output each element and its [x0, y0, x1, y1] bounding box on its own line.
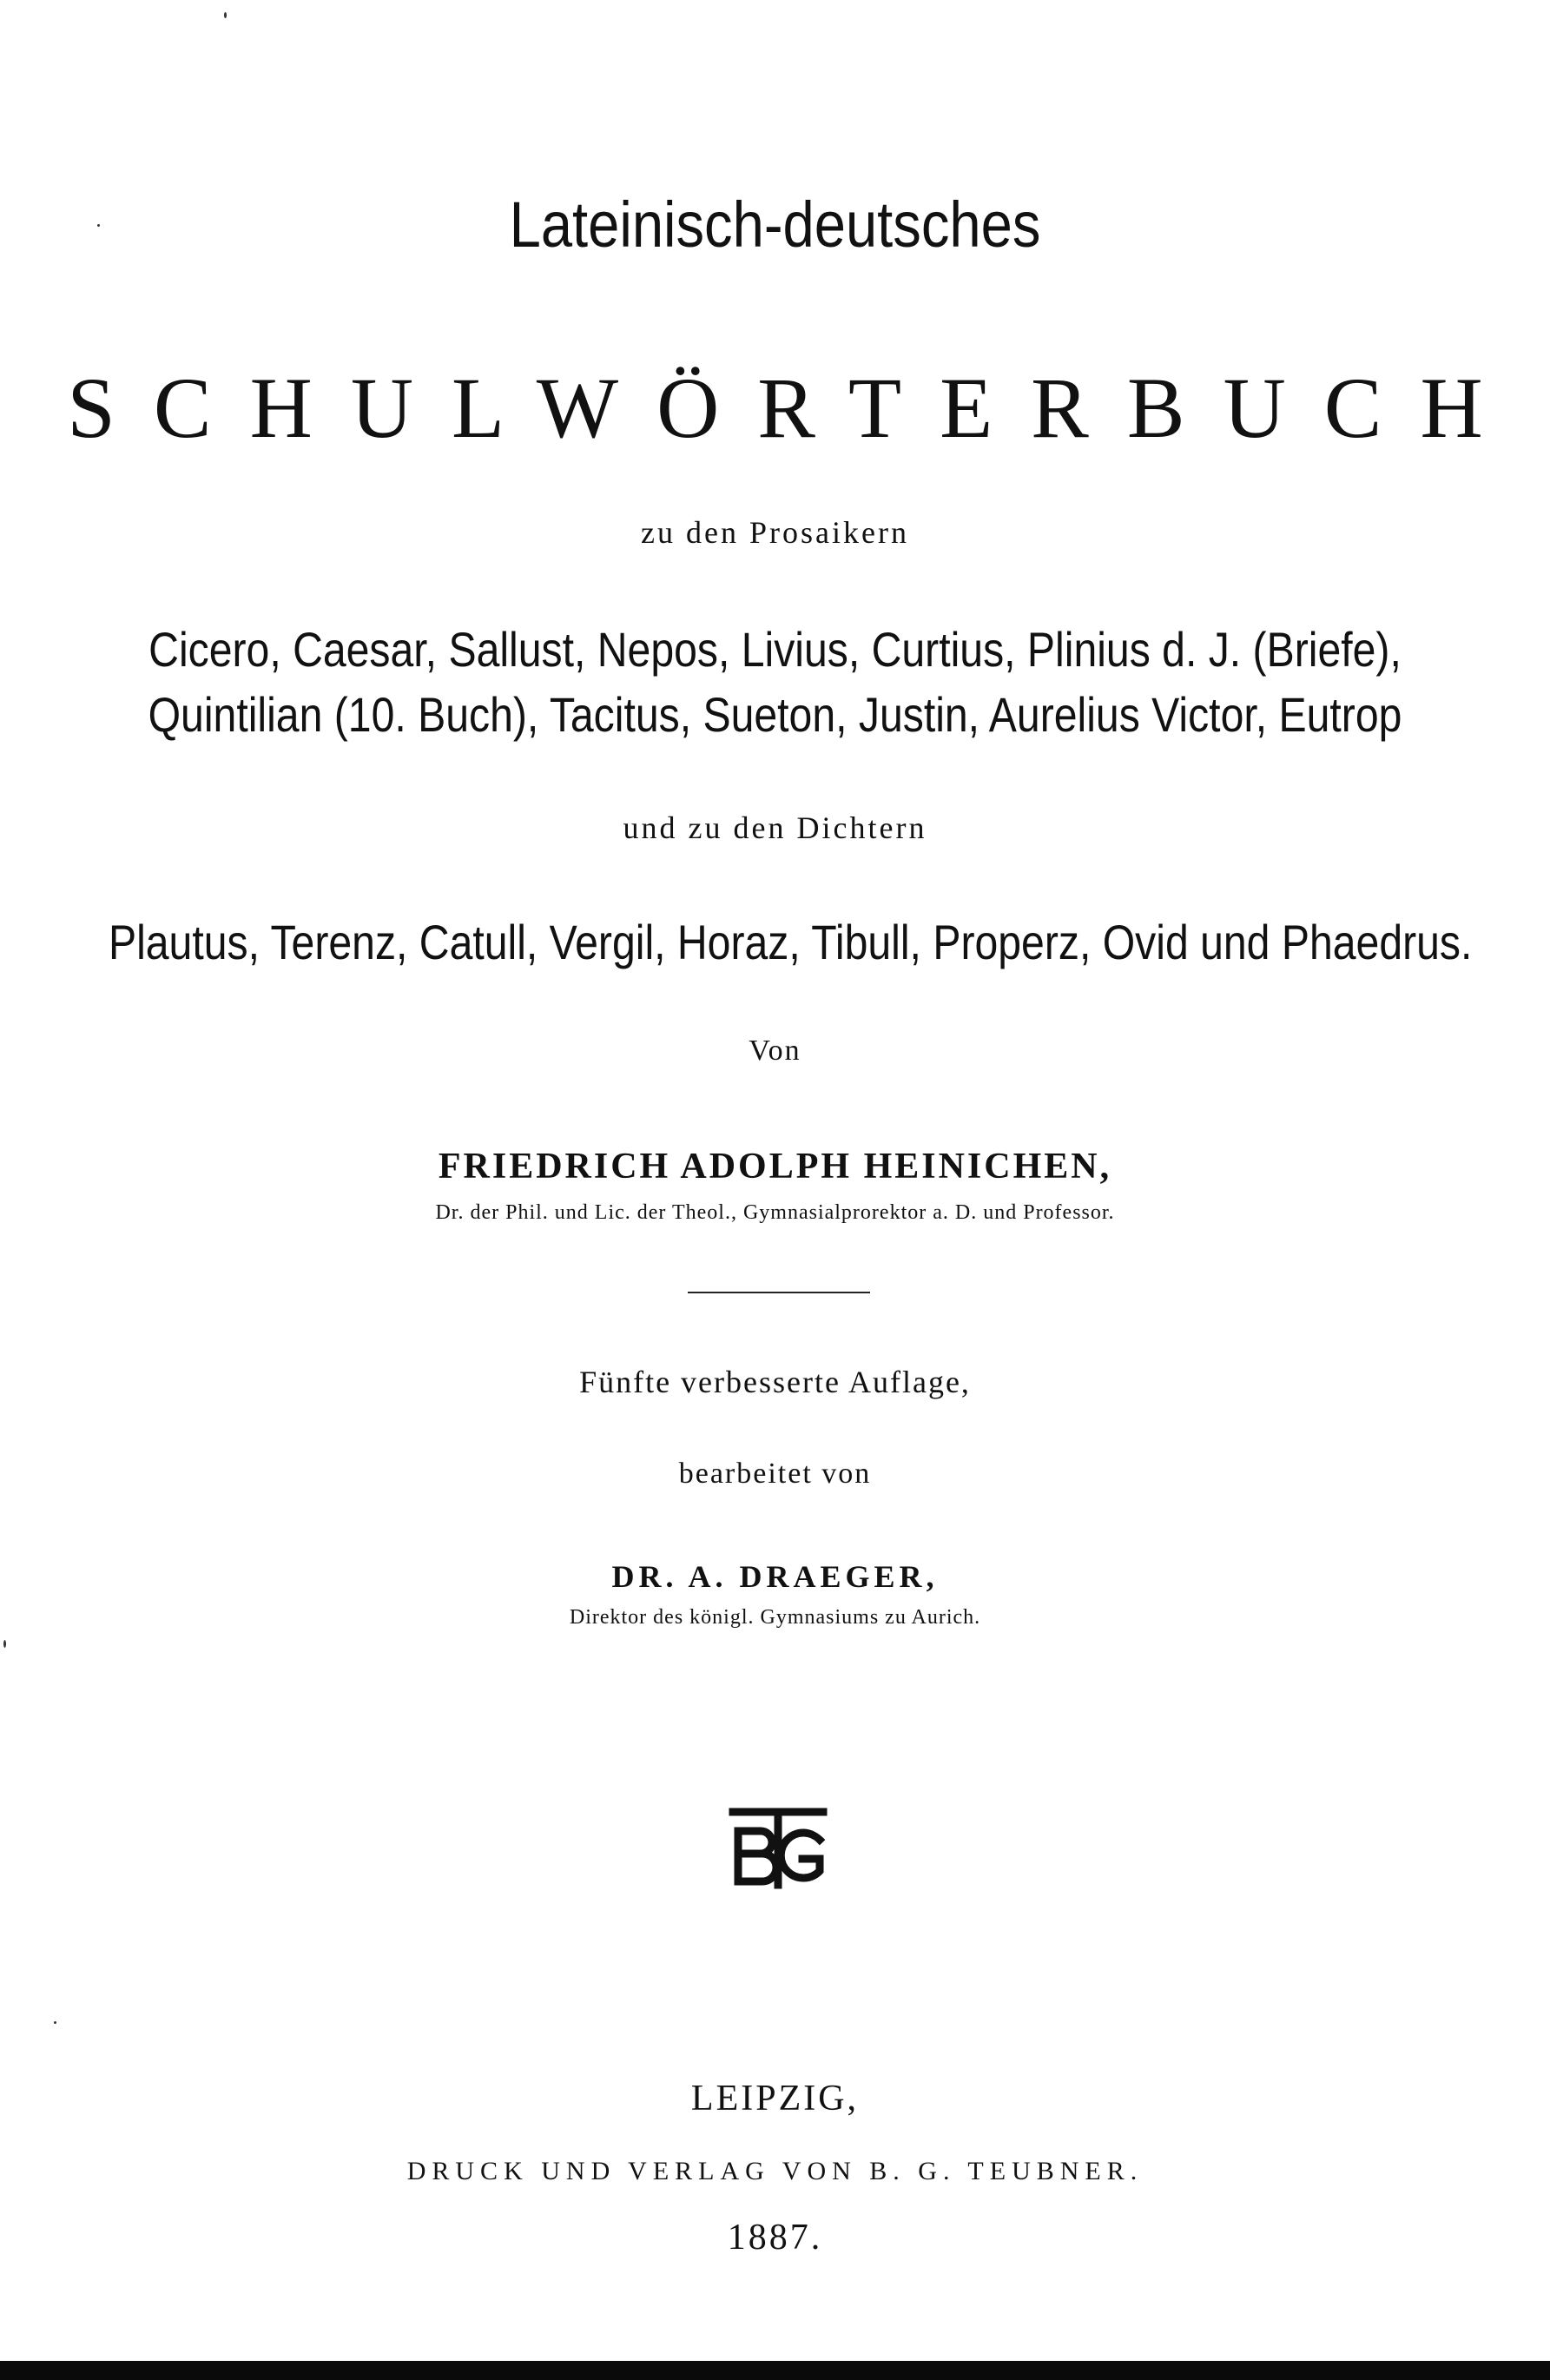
- title-main: SCHULWÖRTERBUCH: [67, 360, 1521, 456]
- divider-rule: [688, 1292, 870, 1293]
- print-speck: [54, 2021, 56, 2024]
- print-speck: [3, 1640, 6, 1648]
- publication-place: LEIPZIG,: [690, 2079, 860, 2119]
- author-name: FRIEDRICH ADOLPH HEINICHEN,: [438, 1147, 1112, 1187]
- print-speck: [224, 12, 227, 18]
- title-top-line: Lateinisch-deutsches: [509, 188, 1041, 261]
- dichter-authors-line: Plautus, Terenz, Catull, Vergil, Horaz, Tibull, Properz, Ovid und Phaedrus.: [108, 915, 1473, 969]
- author-titles: Dr. der Phil. und Lic. der Theol., Gymnasialprorektor a. D. und Professor.: [435, 1201, 1115, 1224]
- scan-edge-bar: [0, 2361, 1550, 2380]
- dichter-intro: und zu den Dichtern: [623, 810, 927, 845]
- prosa-authors-line-2: Quintilian (10. Buch), Tacitus, Sueton, Justin, Aurelius Victor, Eutrop: [148, 687, 1402, 742]
- edited-by-label: bearbeitet von: [678, 1458, 872, 1490]
- prosa-intro: zu den Prosaikern: [641, 515, 909, 550]
- editor-name: DR. A. DRAEGER,: [611, 1559, 939, 1594]
- edition-label: Fünfte verbesserte Auflage,: [579, 1365, 971, 1399]
- prosa-authors-line-1: Cicero, Caesar, Sallust, Nepos, Livius, Curtius, Plinius d. J. (Briefe),: [148, 622, 1402, 677]
- publisher-name: DRUCK UND VERLAG VON B. G. TEUBNER.: [406, 2157, 1144, 2185]
- von-label: Von: [749, 1035, 801, 1067]
- publication-year: 1887.: [727, 2218, 823, 2258]
- editor-title: Direktor des königl. Gymnasiums zu Aurich.: [569, 1606, 981, 1629]
- bg-monogram-icon: [726, 1805, 830, 1892]
